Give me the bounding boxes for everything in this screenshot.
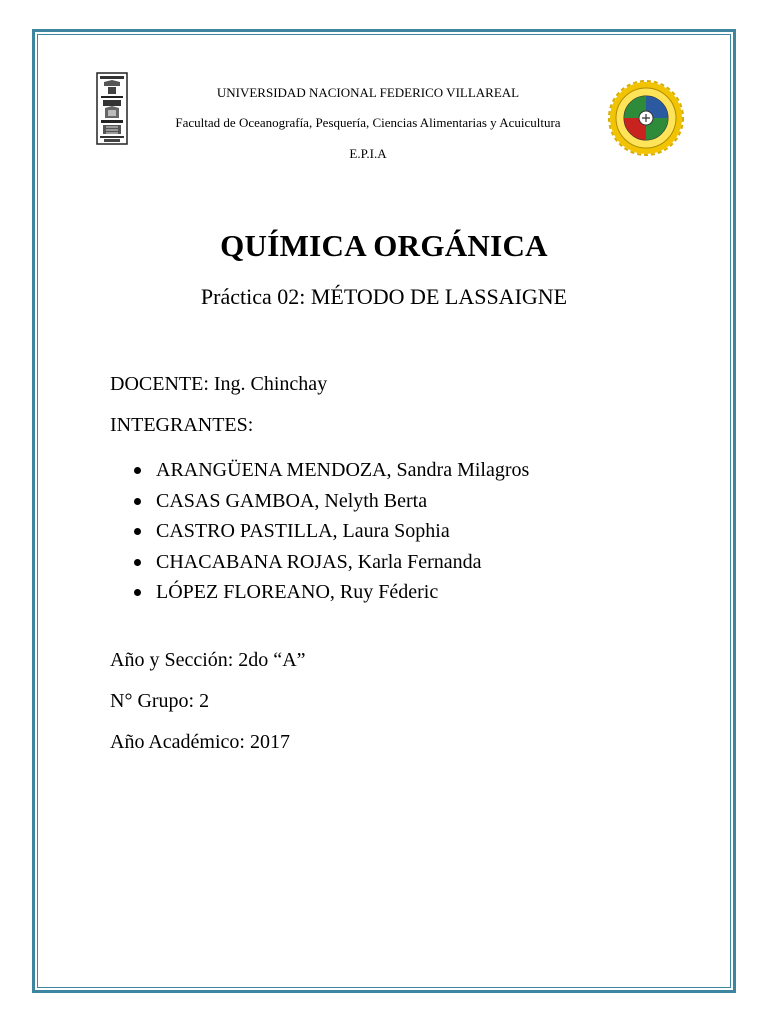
member-name: CASAS GAMBOA, Nelyth Berta bbox=[156, 489, 428, 512]
document-subtitle: Práctica 02: MÉTODO DE LASSAIGNE bbox=[200, 284, 568, 309]
member-name: CHACABANA ROJAS, Karla Fernanda bbox=[156, 550, 482, 573]
docente-line: DOCENTE: Ing. Chinchay bbox=[110, 373, 328, 395]
members-list bbox=[110, 455, 529, 608]
member-name: LÓPEZ FLOREANO, Ruy Féderic bbox=[156, 581, 439, 603]
bullet-icon bbox=[134, 589, 141, 596]
faculty-seal-icon bbox=[608, 80, 684, 156]
member-name: CASTRO PASTILLA, Laura Sophia bbox=[156, 520, 450, 542]
bullet-icon bbox=[134, 467, 141, 474]
list-item bbox=[110, 486, 529, 517]
list-item bbox=[110, 516, 529, 547]
university-emblem-icon bbox=[96, 72, 128, 145]
grupo-line: N° Grupo: 2 bbox=[110, 690, 210, 712]
document-title: QUÍMICA ORGÁNICA bbox=[220, 228, 548, 263]
list-item bbox=[110, 547, 529, 578]
faculty-name: Facultad de Oceanografía, Pesquería, Ciencias Alimentarias y Acuicultura bbox=[175, 115, 561, 130]
seccion-line: Año y Sección: 2do “A” bbox=[110, 649, 306, 671]
university-name: UNIVERSIDAD NACIONAL FEDERICO VILLAREAL bbox=[216, 85, 520, 100]
academic-year-line: Año Académico: 2017 bbox=[110, 731, 290, 753]
school-abbreviation: E.P.I.A bbox=[349, 146, 387, 161]
bullet-icon bbox=[134, 528, 141, 535]
list-item bbox=[110, 577, 529, 608]
bullet-icon bbox=[134, 559, 141, 566]
member-name: ARANGÜENA MENDOZA, Sandra Milagros bbox=[156, 459, 530, 481]
list-item bbox=[110, 455, 529, 486]
bullet-icon bbox=[134, 498, 141, 505]
integrantes-label: INTEGRANTES: bbox=[110, 414, 254, 436]
